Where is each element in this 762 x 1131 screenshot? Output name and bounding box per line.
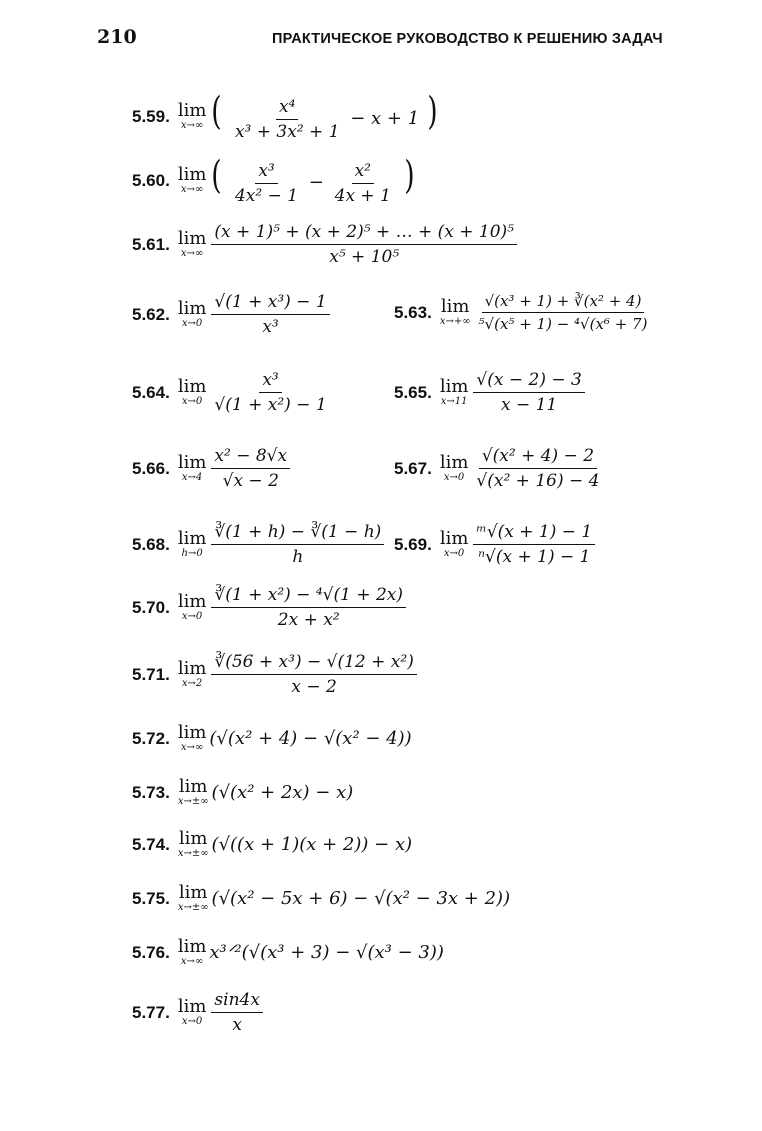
problem-5-60 (132, 153, 416, 206)
problem-5-72 (132, 724, 412, 753)
problem-5-75 (132, 884, 510, 913)
problem-5-77 (132, 990, 265, 1035)
limit-operator: lim h→0 (177, 528, 207, 559)
problem-number: 5.59. (132, 106, 170, 126)
problem-5-69 (394, 522, 597, 567)
problem-number: 5.77. (132, 1002, 170, 1022)
fraction: $\frac{\text{∛(1 + x²) − ⁴√(1 + 2x)}}{\text{2x + x²}}$ (211, 585, 406, 630)
limit-operator: lim x→∞ (177, 100, 207, 132)
expression: ( $\frac{\text{x³}}{\text{4x² − 1}}$ − $\frac{\text{x²}}{4x + 1}$ ) (211, 153, 415, 206)
problem-number: 5.61. (132, 234, 170, 254)
problem-number: 5.62. (132, 304, 170, 324)
problem-5-66 (132, 446, 292, 491)
problem-number: 5.65. (394, 382, 432, 402)
expression: x³ᐟ²(√(x³ + 3) − √(x³ − 3)) (209, 942, 444, 963)
problem-number: 5.69. (394, 534, 432, 554)
problem-5-67 (394, 446, 604, 491)
problem-number: 5.60. (132, 170, 170, 190)
limit-operator: lim x→∞ (177, 722, 207, 753)
problem-5-62 (132, 292, 332, 337)
fraction: $\frac{\text{x³}}{\text{√(1 + x²) − 1}}$ (214, 370, 327, 415)
problem-5-65 (394, 370, 587, 415)
problem-number: 5.71. (132, 664, 170, 684)
problem-5-73 (132, 778, 353, 807)
limit-operator: lim x→2 (177, 658, 207, 689)
running-header: ПРАКТИЧЕСКОЕ РУКОВОДСТВО К РЕШЕНИЮ ЗАДАЧ (272, 31, 663, 47)
fraction: $\frac{√(x - 2) - 3}{x - 11}$ (473, 370, 584, 415)
expression: (√((x + 1)(x + 2)) − x) (211, 834, 413, 855)
limit-operator: lim x→±∞ (177, 828, 209, 859)
fraction: $\frac{\text{(x + 1)⁵ + (x + 2)⁵ + … + (x + 10)⁵}}{\text{x⁵ + 10⁵}}$ (211, 222, 517, 267)
problem-5-63 (394, 292, 652, 333)
expression: (√(x² − 5x + 6) − √(x² − 3x + 2)) (211, 888, 511, 909)
limit-operator: lim x→∞ (177, 936, 207, 967)
fraction: $\frac{\sin 4x}{x}$ (211, 990, 263, 1035)
expression: (√(x² + 4) − √(x² − 4)) (209, 728, 412, 749)
limit-operator: lim x→11 (439, 376, 469, 407)
problem-number: 5.76. (132, 942, 170, 962)
problem-number: 5.68. (132, 534, 170, 554)
fraction: $\frac{\text{∛(56 + x³) − √(12 + x²)}}{x - 2}$ (211, 652, 416, 697)
problem-5-76 (132, 938, 444, 967)
problem-number: 5.67. (394, 458, 432, 478)
fraction: $\frac{\text{x² − 8√x}}{√x - 2}$ (211, 446, 290, 491)
problem-5-71 (132, 652, 419, 697)
problem-5-64 (132, 370, 332, 415)
problem-5-70 (132, 585, 408, 630)
limit-operator: lim x→0 (177, 591, 207, 622)
limit-operator: lim x→0 (177, 376, 207, 407)
limit-operator: lim x→+∞ (439, 296, 471, 327)
limit-operator: lim x→0 (177, 996, 207, 1027)
problem-number: 5.64. (132, 382, 170, 402)
fraction: $\frac{\text{ᵐ√(x + 1) − 1}}{\text{ⁿ√(x + 1) − 1}}$ (473, 522, 595, 567)
limit-operator: lim x→4 (177, 452, 207, 483)
fraction: $\frac{\text{√(x³ + 1) + ∛(x² + 4)}}{\text{⁵√(x⁵ + 1) − ⁴√(x⁶ + 7)}}$ (478, 292, 648, 333)
problem-number: 5.75. (132, 888, 170, 908)
limit-operator: lim x→∞ (177, 228, 207, 259)
problem-number: 5.70. (132, 597, 170, 617)
fraction: $\frac{\text{√(x² + 4) − 2}}{\text{√(x² + 16) − 4}}$ (476, 446, 600, 491)
limit-operator: lim x→±∞ (177, 776, 209, 807)
problem-5-74 (132, 830, 412, 859)
expression: (√(x² + 2x) − x) (211, 782, 354, 803)
problem-5-68 (132, 522, 386, 567)
expression: ( $\frac{\text{x⁴}}{\text{x³ + 3x² + 1}}$ − x + 1 ) (211, 89, 438, 142)
limit-operator: lim x→∞ (177, 164, 207, 196)
fraction: $\frac{\text{√(1 + x³) − 1}}{\text{x³}}$ (211, 292, 329, 337)
problem-5-61 (132, 222, 519, 267)
problem-number: 5.73. (132, 782, 170, 802)
problem-number: 5.66. (132, 458, 170, 478)
problem-number: 5.72. (132, 728, 170, 748)
fraction: $\frac{∛(1 + h) - ∛(1 - h)}{h}$ (211, 522, 384, 567)
limit-operator: lim x→0 (439, 528, 469, 559)
limit-operator: lim x→0 (177, 298, 207, 329)
limit-operator: lim x→±∞ (177, 882, 209, 913)
problem-5-59 (132, 89, 440, 142)
limit-operator: lim x→0 (439, 452, 469, 483)
problem-number: 5.63. (394, 302, 432, 322)
page-number: 210 (97, 26, 137, 48)
problem-number: 5.74. (132, 834, 170, 854)
